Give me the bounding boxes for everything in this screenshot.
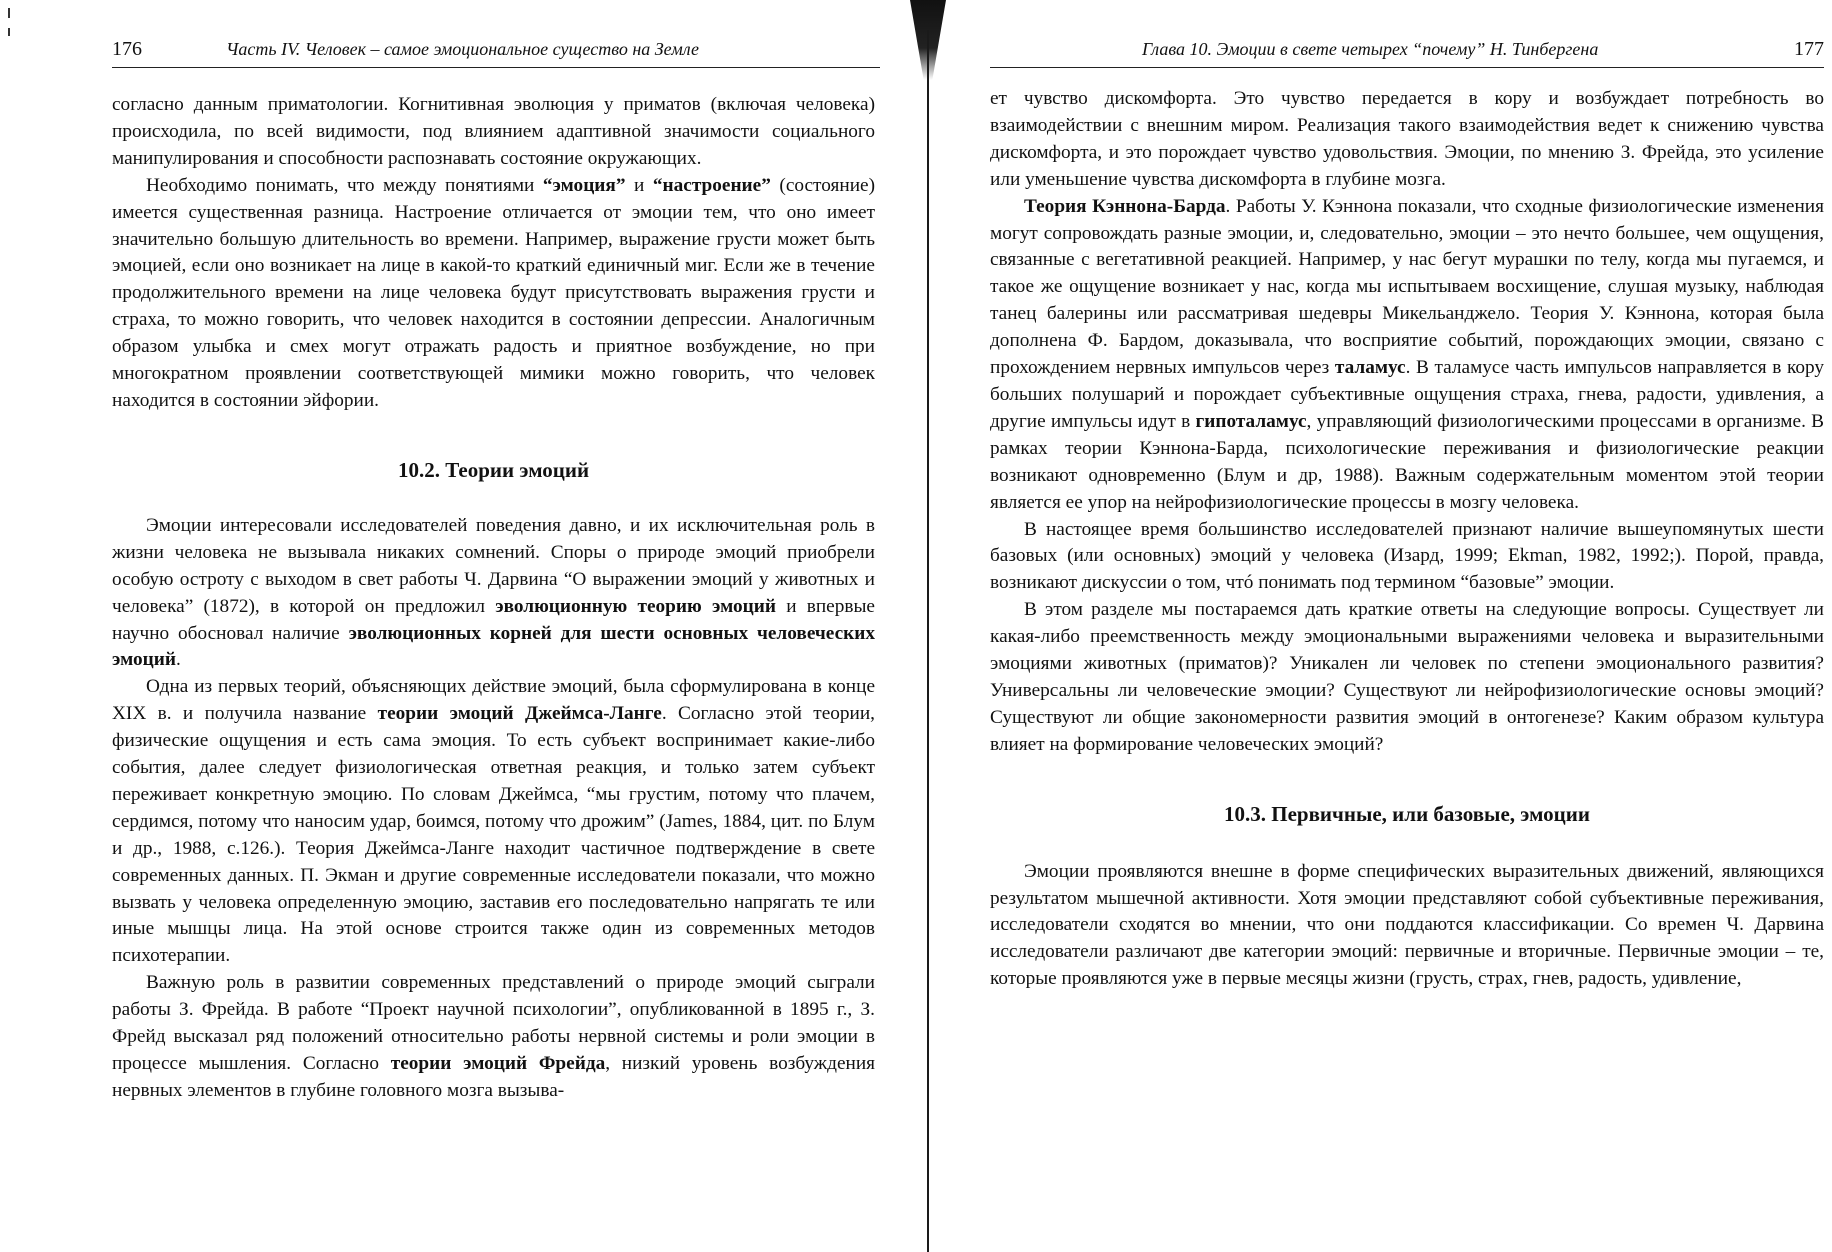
right-page	[940, 0, 1832, 1252]
bold-term: “настроение”	[652, 174, 771, 196]
bold-term: Теория Кэннона-Барда	[1024, 195, 1226, 217]
text-run: ет чувство дискомфорта. Это чувство передается в кору и возбуждает потребность во взаимодействии с внешним миром. Реализация такого взаимодействия ведет к снижению чувства дискомфорта, и это порождает чувство удовольствия. Эмоции, по мнению З. Фрейда, это усиление или уменьшение чувства дискомфорта в глубине мозга.	[990, 88, 1824, 190]
section-heading: 10.2. Теории эмоций	[397, 457, 590, 482]
paragraph	[112, 173, 875, 415]
bold-term: таламус	[1334, 357, 1406, 379]
margin-mark	[8, 8, 10, 18]
text-run: Одна из первых теорий, объясняющих действие эмоций, была сформулирована в конце XIX в. и получила название	[112, 676, 875, 725]
gutter-line	[927, 30, 929, 1252]
paragraph	[112, 92, 875, 173]
left-page-body	[112, 92, 875, 1105]
text-run: Важную роль в развитии современных представлений о природе эмоций сыграли работы З. Фрейда. В работе “Проект научной психологии”, опубликованной в 1895 г., З. Фрейд высказал ряд положений относительно работы нервной системы и роли эмоции в процессе мышления. Согласно	[112, 972, 875, 1074]
text-run: В настоящее время большинство исследователей признают наличие вышеупомянутых шести базовых (или основных) эмоций у человека (Изард, 1999; Ekman, 1982, 1992;). Порой, правда, возникают дискуссии о том, чтó понимать под термином “базовые” эмоции.	[990, 518, 1824, 594]
text-run: Необходимо понимать, что между понятиями	[146, 174, 543, 196]
paragraph	[990, 859, 1824, 994]
header-rule	[990, 67, 1824, 68]
running-head: Глава 10. Эмоции в свете четырех “почему” Н. Тинбергена	[1142, 39, 1599, 59]
paragraph	[990, 517, 1824, 598]
paragraph	[112, 513, 875, 674]
text-run: Эмоции интересовали исследователей поведения давно, и их исключительная роль в жизни человека не вызывала никаких сомнений. Споры о природе эмоций приобрели особую остроту с выходом в свет работы Ч. Дарвина “О выражении эмоций у животных и человека” (1872), в которой он предложил	[112, 514, 875, 617]
right-page-header	[990, 38, 1824, 68]
text-run: согласно данным приматологии. Когнитивная эволюция у приматов (включая человека) происходила, по всей видимости, под влиянием адаптивной значимости социального манипулирования и способности распознавать состояние окружающих.	[112, 94, 875, 169]
text-run: В этом разделе мы постараемся дать краткие ответы на следующие вопросы. Существует ли какая-либо преемственность между эмоциональными выражениями человека и выразительными эмоциями животных (приматов)? Уникален ли человек по степени эмоционального развития? Универсальны ли человеческие эмоции? Существуют ли нейрофизиологические основы эмоций? Существуют ли общие закономерности развития эмоций в онтогенезе? Каким образом культура влияет на формирование человеческих эмоций?	[990, 599, 1824, 755]
page-number: 176	[112, 38, 142, 60]
right-page-body	[990, 86, 1824, 993]
paragraph	[112, 674, 875, 970]
left-page-header	[112, 38, 880, 68]
running-head: Часть IV. Человек – самое эмоциональное существо на Земле	[226, 39, 699, 59]
text-run: и	[625, 174, 653, 196]
header-rule	[112, 67, 880, 68]
section-heading: 10.3. Первичные, или базовые, эмоции	[1224, 801, 1590, 826]
bold-term: теории эмоций Джеймса-Ланге	[377, 703, 662, 725]
book-gutter	[924, 0, 932, 1252]
text-run: .	[176, 649, 181, 671]
bold-term: эволюционных корней для шести основных человеческих эмоций	[112, 622, 875, 671]
text-run: , низкий уровень возбуждения нервных элементов в глубине головного мозга вызыва-	[112, 1053, 876, 1101]
text-run: . Работы У. Кэннона показали, что сходные физиологические изменения могут сопровождать разные эмоции, и, следовательно, эмоции – это нечто большее, чем ощущения, связанные с вегетативной реакцией. Например, у нас бегут мурашки по телу, когда мы пугаемся, и такое же ощущение возникает у нас, когда мы испытываем восхищение, слушая музыку, наблюдая танец балерины или рассматривая шедевры Микельанджело. Теория У. Кэннона, которая была дополнена Ф. Бардом, доказывала, что восприятие событий, порождающих эмоции, связано с прохождением нервных импульсов через	[990, 195, 1824, 379]
paragraphs-before	[112, 92, 875, 415]
paragraph	[990, 194, 1824, 517]
text-run: (состояние) имеется существенная разница. Настроение отличается от эмоции тем, что оно имеет значительно большую длительность во времени. Например, выражение грусти может быть эмоцией, если оно возникает на лице в какой-то краткий единичный миг. Если же в течение продолжительного времени на лице человека будут присутствовать выражения грусти и страха, то можно говорить, что человек находится в состоянии депрессии. Аналогичным образом улыбка и смех могут отражать радость и приятное возбуждение, но при многократном проявлении соответствующей мимики можно говорить, что человек находится в состоянии эйфории.	[112, 174, 875, 411]
bold-term: эволюционную теорию эмоций	[495, 595, 776, 617]
page-number: 177	[1794, 38, 1824, 60]
bold-term: “эмоция”	[542, 174, 626, 196]
paragraph	[990, 597, 1824, 758]
bold-term: теории эмоций Фрейда	[390, 1053, 606, 1074]
paragraphs-before	[990, 86, 1824, 759]
paragraph	[990, 86, 1824, 194]
paragraphs-after	[990, 859, 1824, 994]
text-run: Эмоции проявляются внешне в форме специфических выразительных движений, являющихся результатом мышечной активности. Хотя эмоции представляют собой субъективные переживания, исследователи сходятся во мнении, что они поддаются классификации. Со времен Ч. Дарвина исследователи различают две категории эмоций: первичные и вторичные. Первичные эмоции – те, которые проявляются уже в первые месяцы жизни (грусть, страх, гнев, радость, удивление,	[990, 860, 1824, 990]
bold-term: гипоталамус	[1195, 410, 1307, 432]
text-run: . В таламусе часть импульсов направляется в кору больших полушарий и порождает субъективные ощущения страха, гнева, радости, удивления, а другие импульсы идут в	[990, 357, 1824, 432]
text-run: . Согласно этой теории, физические ощущения и есть сама эмоция. То есть субъект воспринимает какие-либо события, далее следует физиологическая ответная реакция, и только затем субъект переживает конкретную эмоцию. По словам Джеймса, “мы грустим, потому что плачем, сердимся, потому что наносим удар, боимся, потому что дрожим” (James, 1884, цит. по Блум и др., 1988, с.126.). Теория Джеймса-Ланге находит частичное подтверждение в свете современных данных. П. Экман и другие современные исследователи показали, что можно вызвать у человека определенную эмоцию, заставив его последовательно напрягать те или иные мышцы лица. На этой основе строится также один из современных методов психотерапии.	[112, 703, 875, 967]
text-run: , управляющий физиологическими процессами в организме. В рамках теории Кэннона-Барда, психологические переживания и физиологические реакции возникают одновременно (Блум и др, 1988). Важным содержательным моментом этой теории является ее упор на нейрофизиологические процессы в мозгу человека.	[990, 410, 1824, 513]
paragraphs-after	[112, 513, 875, 1105]
margin-mark	[8, 28, 10, 36]
paragraph	[112, 970, 875, 1105]
text-run: и впервые научно обосновал наличие	[112, 595, 875, 644]
